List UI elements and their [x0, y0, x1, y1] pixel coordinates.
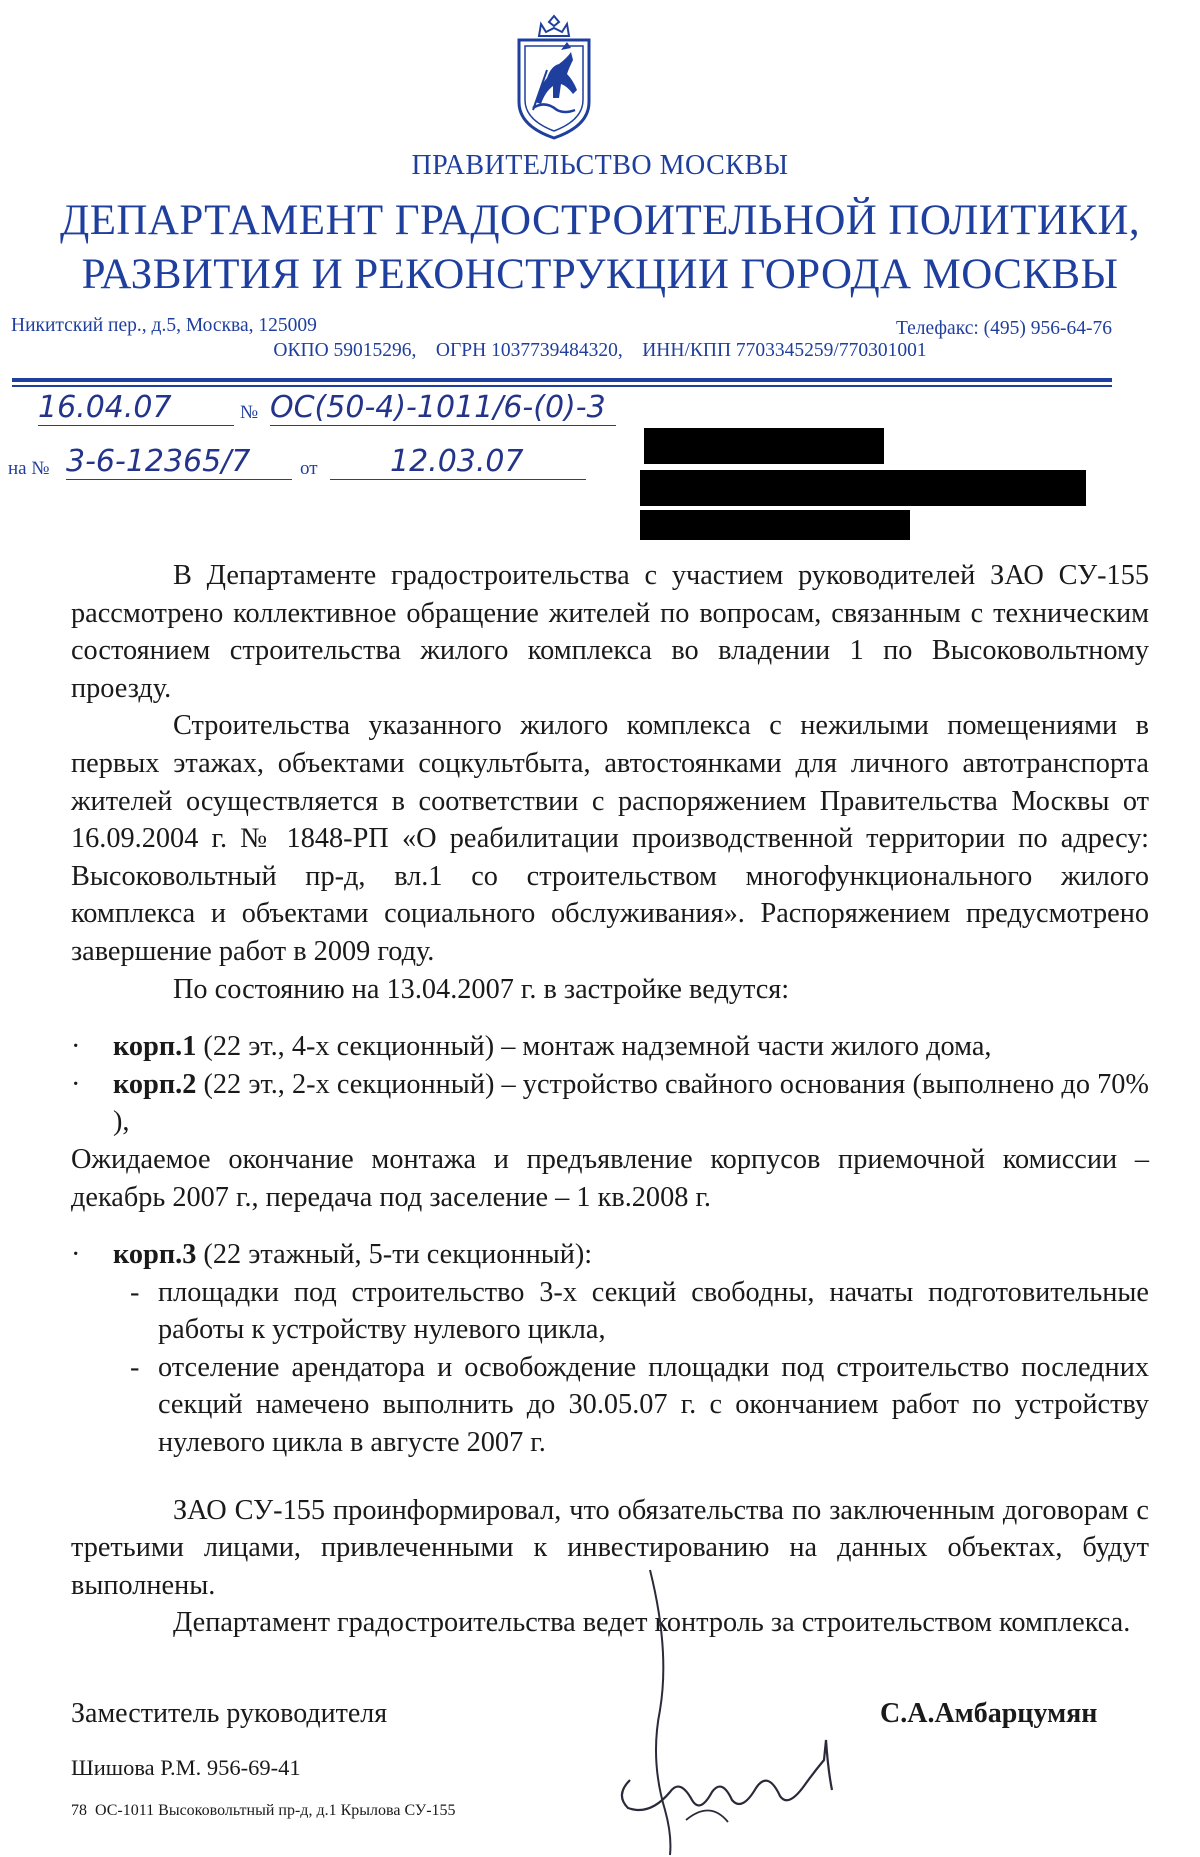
outgoing-date-field [38, 390, 234, 426]
ref-date: 12.03.07 [330, 444, 586, 480]
outgoing-date: 16.04.07 [38, 390, 234, 426]
sub-item-2 [71, 1349, 1149, 1462]
redacted-recipient-line2 [640, 470, 1086, 506]
department-title-line1: ДЕПАРТАМЕНТ ГРАДОСТРОИТЕЛЬНОЙ ПОЛИТИКИ, [60, 197, 1140, 244]
signer-title: Заместитель руководителя [71, 1698, 388, 1729]
corp1-label: корп.1 [113, 1031, 197, 1063]
file-reference: 78 ОС-1011 Высоковольтный пр-д, д.1 Крылова СУ-155 [71, 1802, 456, 1819]
paragraph-2: Строительства указанного жилого комплекса с нежилыми помещениями в первых этажах, объектами соцкультбыта, автостоянками для личного автотранспорта жителей осуществляется в соответствии с распоряжением Правительства Москвы от 16.09.2004 г. № 1848-РП «О реабилитации производственной территории по адресу: Высоковольтный пр-д, вл.1 со строительством многофункционального жилого комплекса и объектами социального обслуживания». Распоряжением предусмотрено завершение работ в 2009 году. [71, 710, 1149, 967]
redacted-recipient-line3 [640, 510, 910, 540]
moscow-coat-of-arms-icon [511, 14, 597, 142]
department-telefax: Телефакс: (495) 956-64-76 [895, 318, 1112, 339]
dash-marker: - [130, 1351, 140, 1383]
corp2-text: (22 эт., 2-х секционный) – устройство свайного основания (выполнено до 70% ), [113, 1068, 1149, 1138]
department-address: Никитский пер., д.5, Москва, 125009 [11, 315, 317, 336]
sub-item-1 [71, 1274, 1149, 1349]
number-label: № [240, 402, 259, 423]
outgoing-number-wrap [270, 390, 616, 426]
corp3-text: (22 этажный, 5-ти секционный): [196, 1239, 593, 1271]
department-title-line2: РАЗВИТИЯ И РЕКОНСТРУКЦИИ ГОРОДА МОСКВЫ [81, 251, 1119, 298]
ref-number-wrap [66, 444, 292, 480]
list-item-corp2 [71, 1066, 1149, 1141]
ref-label: на № [8, 458, 50, 479]
department-requisites: ОКПО 59015296, ОГРН 1037739484320, ИНН/КПП 7703345259/770301001 [273, 340, 927, 361]
paragraph-4: Ожидаемое окончание монтажа и предъявление корпусов приемочной комиссии – декабрь 2007 г., передача под заселение – 1 кв.2008 г. [71, 1143, 1149, 1213]
dash-marker: - [130, 1276, 140, 1308]
header-divider-thin [12, 385, 1112, 387]
government-title: ПРАВИТЕЛЬСТВО МОСКВЫ [411, 150, 789, 181]
sub-item-2-text: отселение арендатора и освобождение площадки под строительство последних секций намечено выполнить до 30.05.07 г. с окончанием работ по устройству нулевого цикла в августе 2007 г. [158, 1351, 1149, 1459]
corp1-text: (22 эт., 4-х секционный) – монтаж надземной части жилого дома, [196, 1031, 992, 1063]
ref-number: 3-6-12365/7 [66, 444, 292, 480]
outgoing-number-field [240, 402, 258, 424]
ref-date-wrap [330, 444, 586, 480]
header-divider [12, 378, 1112, 382]
list-item-corp1 [71, 1028, 1149, 1066]
paragraph-5: ЗАО СУ-155 проинформировал, что обязательства по заключенным договорам с третьими лицами, привлеченными к инвестированию на данных объектах, будут выполнены. [71, 1494, 1149, 1601]
from-label-wrap [300, 458, 318, 480]
ref-label-wrap [8, 458, 49, 480]
list-item-corp3 [71, 1236, 1149, 1274]
paragraph-6: Департамент градостроительства ведет контроль за строительством комплекса. [173, 1607, 1131, 1639]
sub-item-1-text: площадки под строительство 3-х секций свободны, начаты подготовительные работы к устройству нулевого цикла, [158, 1276, 1149, 1346]
handwritten-signature-icon [610, 1560, 880, 1857]
outgoing-number: ОС(50-4)-1011/6-(0)-3 [270, 390, 616, 426]
paragraph-1: В Департаменте градостроительства с участием руководителей ЗАО СУ-155 рассмотрено коллективное обращение жителей по вопросам, связанным с техническим состоянием строительства жилого комплекса во владении 1 по Высоковольтному проезду. [71, 560, 1149, 704]
paragraph-3: По состоянию на 13.04.2007 г. в застройке ведутся: [173, 973, 790, 1005]
signer-name: С.А.Амбарцумян [880, 1698, 1098, 1729]
from-label: от [300, 458, 318, 479]
redacted-recipient-line1 [644, 428, 884, 464]
executor-info: Шишова Р.М. 956-69-41 [71, 1755, 301, 1780]
corp3-label: корп.3 [113, 1239, 197, 1271]
letter-body [71, 557, 1149, 1642]
corp2-label: корп.2 [113, 1068, 197, 1100]
